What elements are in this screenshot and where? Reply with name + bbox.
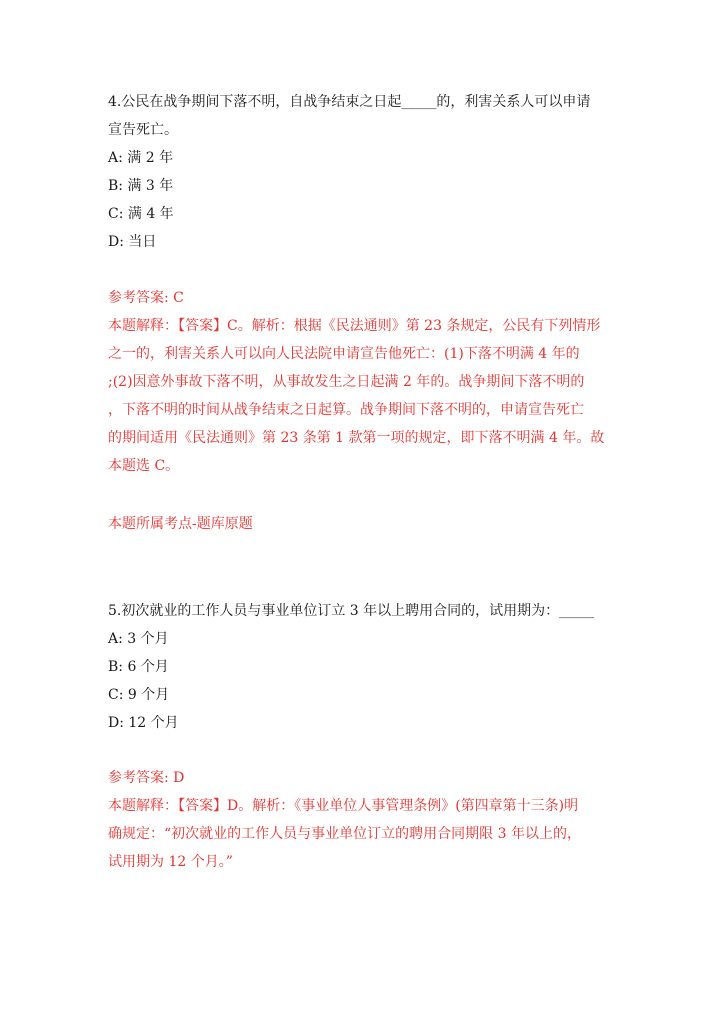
explanation-line: 确规定：“初次就业的工作人员与事业单位订立的聘用合同期限 3 年以上的， <box>108 826 581 842</box>
option-b: B: 6 个月 <box>108 659 169 675</box>
question-stem: 宣告死亡。 <box>108 122 178 138</box>
explanation-line: 的期间适用《民法通则》第 23 条第 1 款第一项的规定，即下落不明满 4 年。故 <box>108 430 605 446</box>
explanation-line: ，下落不明的时间从战争结束之日起算。战争期间下落不明的，申请宣告死亡 <box>108 402 584 418</box>
question-stem: 5.初次就业的工作人员与事业单位订立 3 年以上聘用合同的，试用期为：_____ <box>108 603 595 619</box>
explanation-line: ;(2)因意外事故下落不明，从事故发生之日起满 2 年的。战争期间下落不明的 <box>108 374 585 390</box>
question-stem: 4.公民在战争期间下落不明，自战争结束之日起_____的，利害关系人可以申请 <box>108 94 591 110</box>
explanation-line: 本题选 C。 <box>108 458 180 474</box>
answer-line: 参考答案: C <box>108 290 184 306</box>
explanation-line: 本题解释：【答案】D。解析：《事业单位人事管理条例》(第四章第十三条)明 <box>108 798 579 814</box>
explanation-line: 之一的，利害关系人可以向人民法院申请宣告他死亡：(1)下落不明满 4 年的 <box>108 346 580 362</box>
option-d: D: 当日 <box>108 234 157 250</box>
option-b: B: 满 3 年 <box>108 178 174 194</box>
option-c: C: 满 4 年 <box>108 206 174 222</box>
explanation-line: 本题解释：【答案】C。解析：根据《民法通则》第 23 条规定，公民有下列情形 <box>108 318 601 334</box>
source-tag: 本题所属考点-题库原题 <box>108 516 253 532</box>
option-a: A: 3 个月 <box>108 631 169 647</box>
option-a: A: 满 2 年 <box>108 150 174 166</box>
option-c: C: 9 个月 <box>108 687 170 703</box>
explanation-line: 试用期为 12 个月。” <box>108 854 233 870</box>
answer-line: 参考答案: D <box>108 770 185 786</box>
option-d: D: 12 个月 <box>108 715 179 731</box>
